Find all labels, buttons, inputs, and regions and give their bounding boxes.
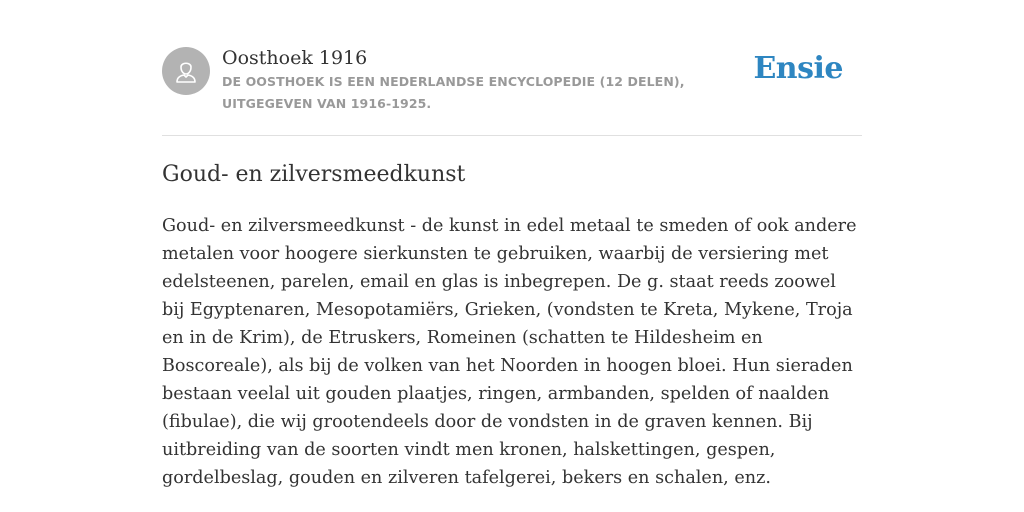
- avatar[interactable]: [162, 47, 210, 95]
- article-body: Goud- en zilversmeedkunst - de kunst in edel metaal te smeden of ook andere metalen voor hoogere sierkunsten te gebruiken, waarbij de versiering met edelsteenen, parelen, email en glas is inbegrepen. De g. staat reeds zoowel bij Egyptenaren, Mesopotamiërs, Grieken, (vondsten te Kreta, Mykene, Troja en in de Krim), de Etruskers, Romeinen (schatten te Hildesheim en Boscoreale), als bij de volken van het Noorden in hoogen bloei. Hun sieraden bestaan veelal uit gouden plaatjes, ringen, armbanden, spelden of naalden (fibulae), die wij grootendeels door de vondsten in de graven kennen. Bij uitbreiding van de soorten vindt men kronen, halskettingen, gespen, gordelbeslag, gouden en zilveren tafelgerei, bekers en schalen, enz.: [162, 216, 857, 488]
- source-header: [162, 0, 862, 136]
- source-info: [222, 46, 762, 115]
- page: [162, 0, 862, 488]
- article-title: Goud- en zilversmeedkunst: [162, 162, 466, 187]
- source-title[interactable]: Oosthoek 1916: [222, 47, 368, 69]
- user-icon: [171, 56, 201, 86]
- source-description: DE OOSTHOEK IS EEN NEDERLANDSE ENCYCLOPEDIE (12 DELEN), UITGEGEVEN VAN 1916-1925.: [222, 74, 685, 111]
- brand-logo[interactable]: Ensie: [753, 51, 843, 86]
